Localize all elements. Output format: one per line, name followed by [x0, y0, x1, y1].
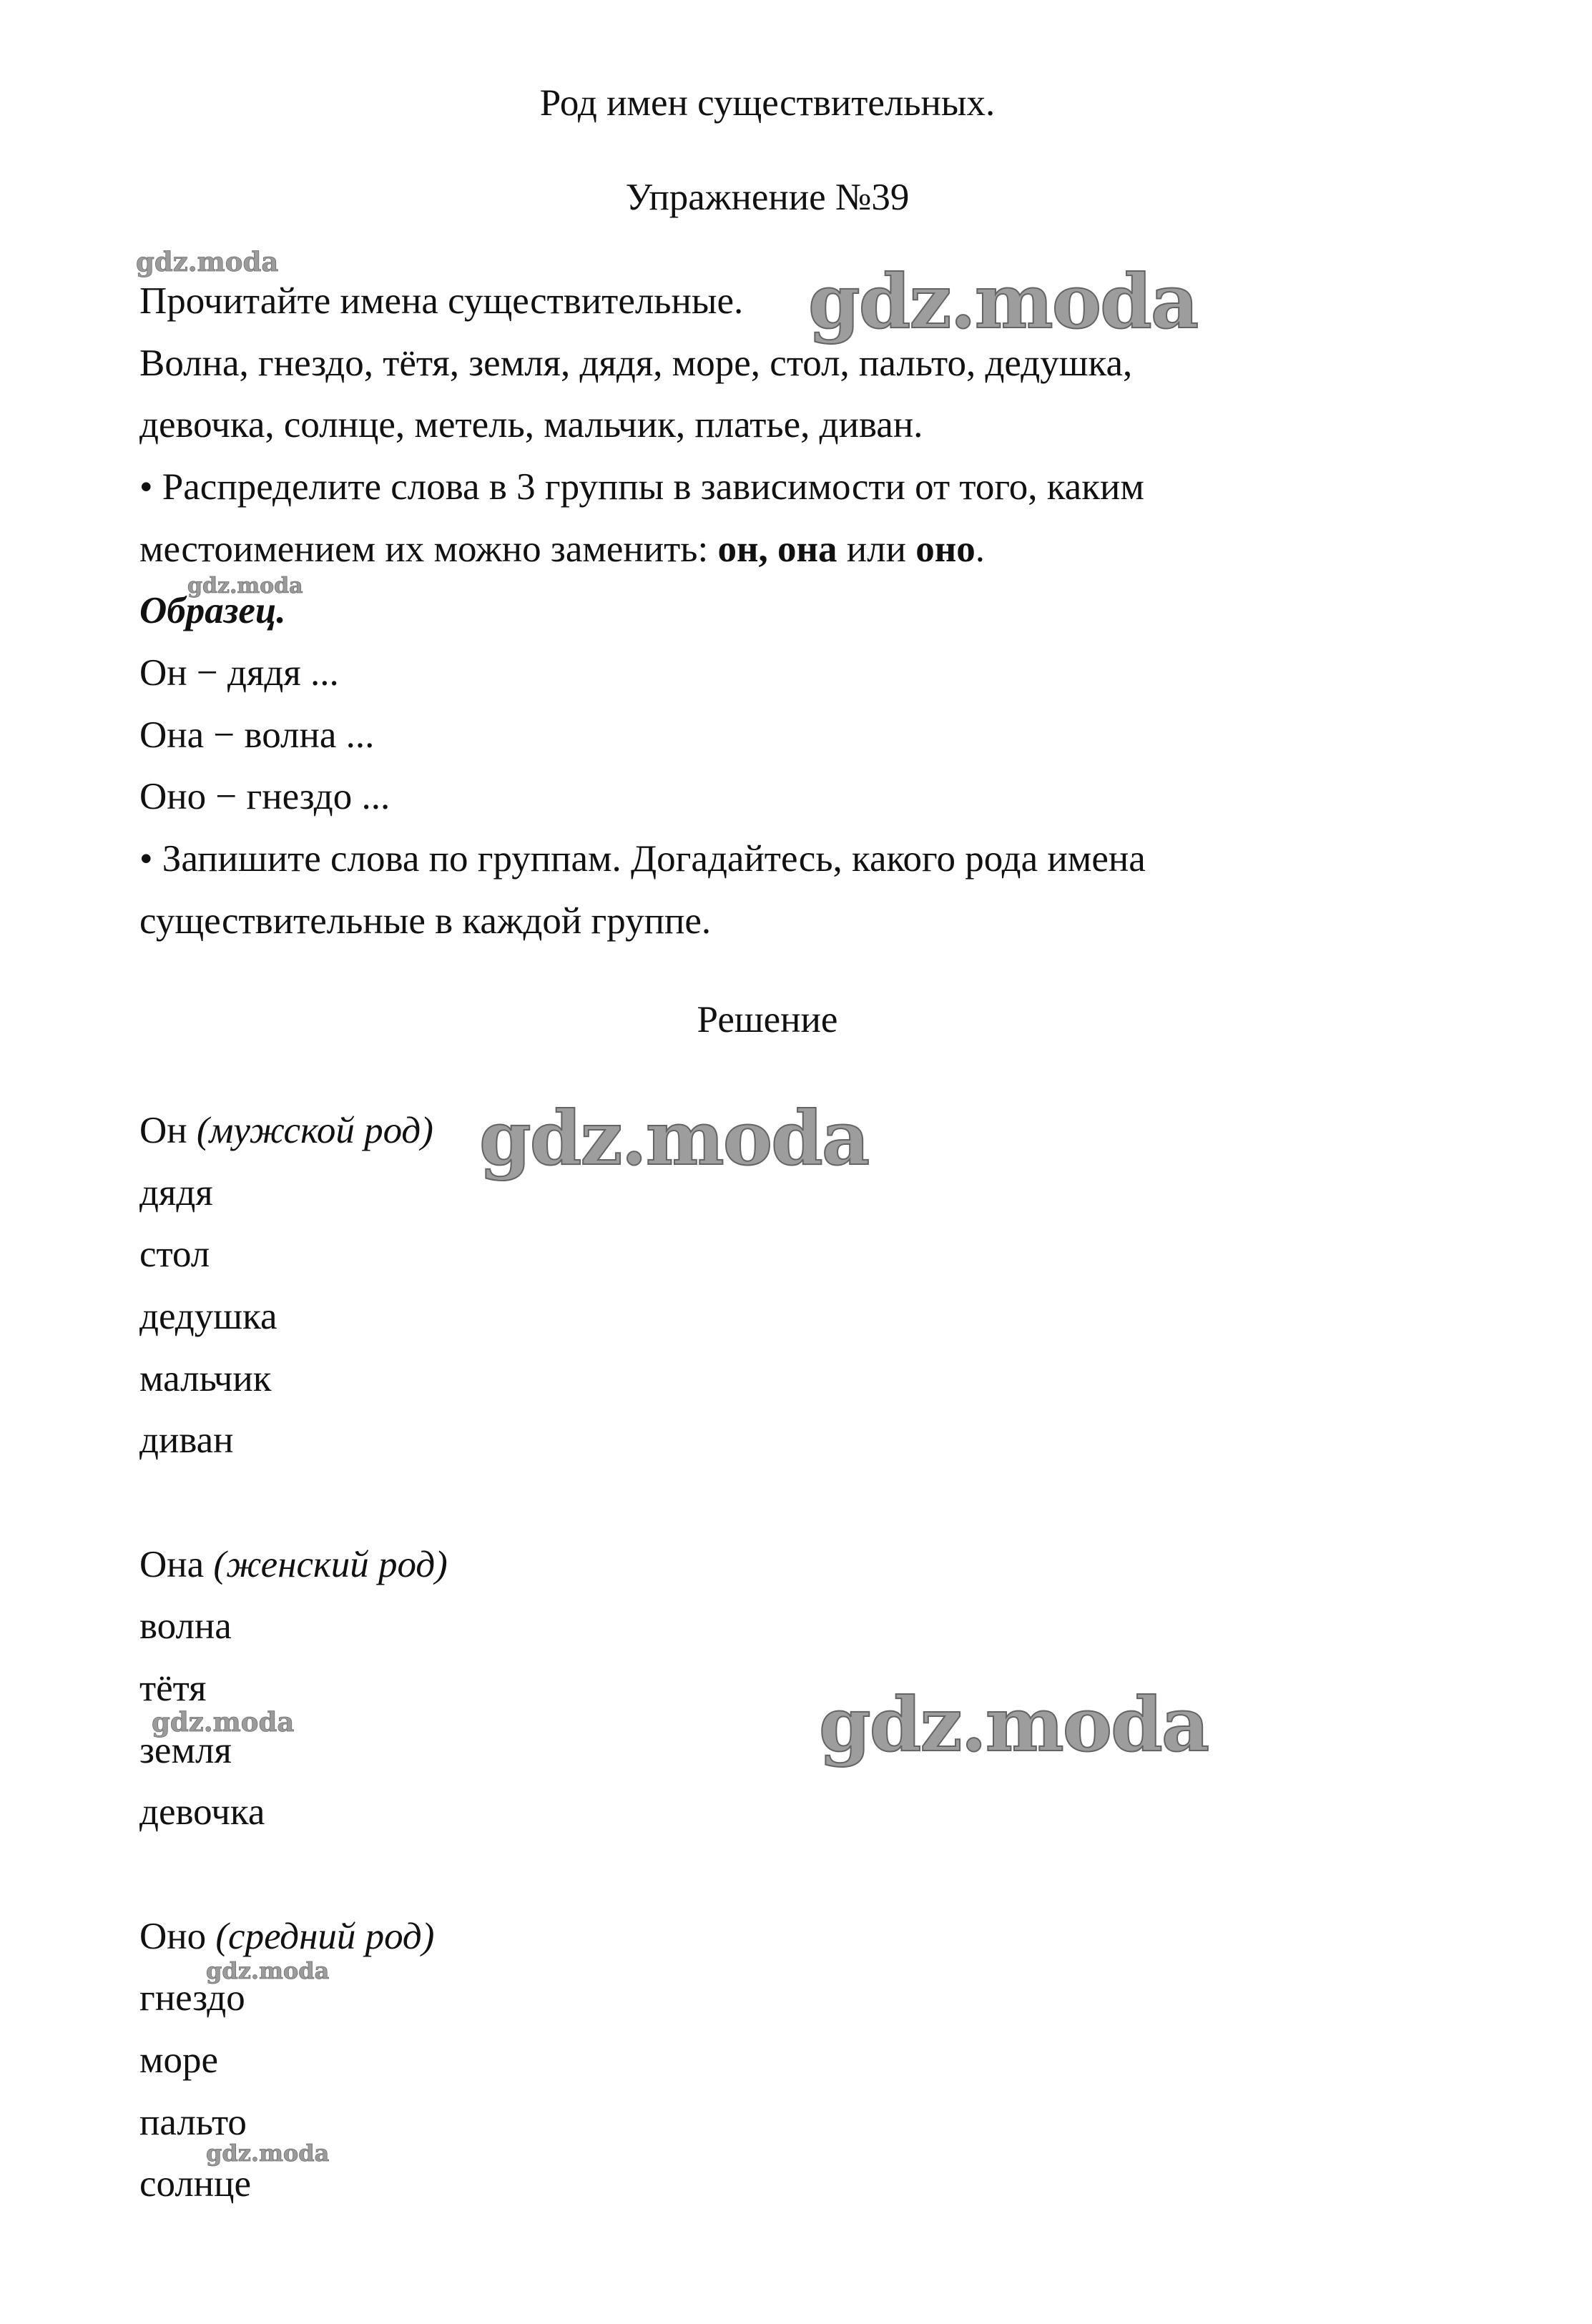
sample-line-3: Оно − гнездо ...: [139, 776, 390, 817]
list-item: дедушка: [139, 1296, 277, 1337]
task-line-2: Волна, гнездо, тётя, земля, дядя, море, стол, пальто, дедушка,: [139, 343, 1133, 384]
list-item: земля: [139, 1730, 232, 1771]
page-title: Род имен существительных.: [539, 82, 996, 124]
task-line-1: Прочитайте имена существительные.: [139, 280, 744, 322]
list-item: пальто: [139, 2102, 247, 2143]
list-item: стол: [139, 1234, 210, 1275]
task-line-5-end: .: [975, 528, 986, 570]
group-masculine-pronoun: Он: [139, 1110, 187, 1151]
watermark-large: gdz.moda: [819, 1680, 1209, 1768]
watermark-small: gdz.moda: [136, 246, 279, 277]
watermark-large: gdz.moda: [479, 1094, 869, 1182]
group-neuter-heading: [139, 1918, 434, 1956]
sample-line-1: Он − дядя ...: [139, 652, 339, 694]
watermark-small: gdz.moda: [206, 2140, 330, 2167]
watermark-large: gdz.moda: [808, 257, 1198, 345]
task-line-5-mid: или: [837, 528, 916, 570]
sample-line-2: Она − волна ...: [139, 714, 375, 756]
watermark-small: gdz.moda: [152, 1706, 295, 1738]
list-item: море: [139, 2039, 219, 2081]
list-item: диван: [139, 1419, 234, 1461]
list-item: дядя: [139, 1172, 213, 1213]
task-line-5: [139, 528, 986, 570]
watermark-small: gdz.moda: [206, 1957, 330, 1984]
list-item: волна: [139, 1605, 232, 1647]
exercise-number: Упражнение №39: [625, 177, 910, 218]
group-feminine-pronoun: Она: [139, 1544, 205, 1585]
solution-heading: Решение: [697, 999, 838, 1040]
watermark-small: gdz.moda: [187, 573, 303, 599]
pronoun-it: оно: [915, 528, 976, 570]
pronouns-he-she: он, она: [717, 528, 837, 570]
task-line-6: • Запишите слова по группам. Догадайтесь, какого рода имена: [139, 838, 1146, 880]
group-masculine-heading: [139, 1112, 433, 1150]
task-line-7: существительные в каждой группе.: [139, 900, 712, 942]
task-line-4: • Распределите слова в 3 группы в зависимости от того, каким: [139, 466, 1144, 508]
group-feminine-heading: [139, 1546, 448, 1584]
list-item: гнездо: [139, 1977, 245, 2019]
group-neuter-pronoun: Оно: [139, 1916, 207, 1957]
group-neuter-gender: (средний род): [215, 1916, 435, 1957]
group-masculine-gender: (мужской род): [196, 1110, 433, 1151]
list-item: солнце: [139, 2163, 252, 2205]
task-line-3: девочка, солнце, метель, мальчик, платье, диван.: [139, 404, 923, 445]
list-item: девочка: [139, 1791, 265, 1833]
sample-label: Образец.: [139, 590, 286, 631]
group-feminine-gender: (женский род): [213, 1544, 448, 1585]
list-item: тётя: [139, 1668, 207, 1709]
list-item: мальчик: [139, 1358, 272, 1399]
task-line-5-start: местоимением их можно заменить:: [139, 528, 718, 570]
